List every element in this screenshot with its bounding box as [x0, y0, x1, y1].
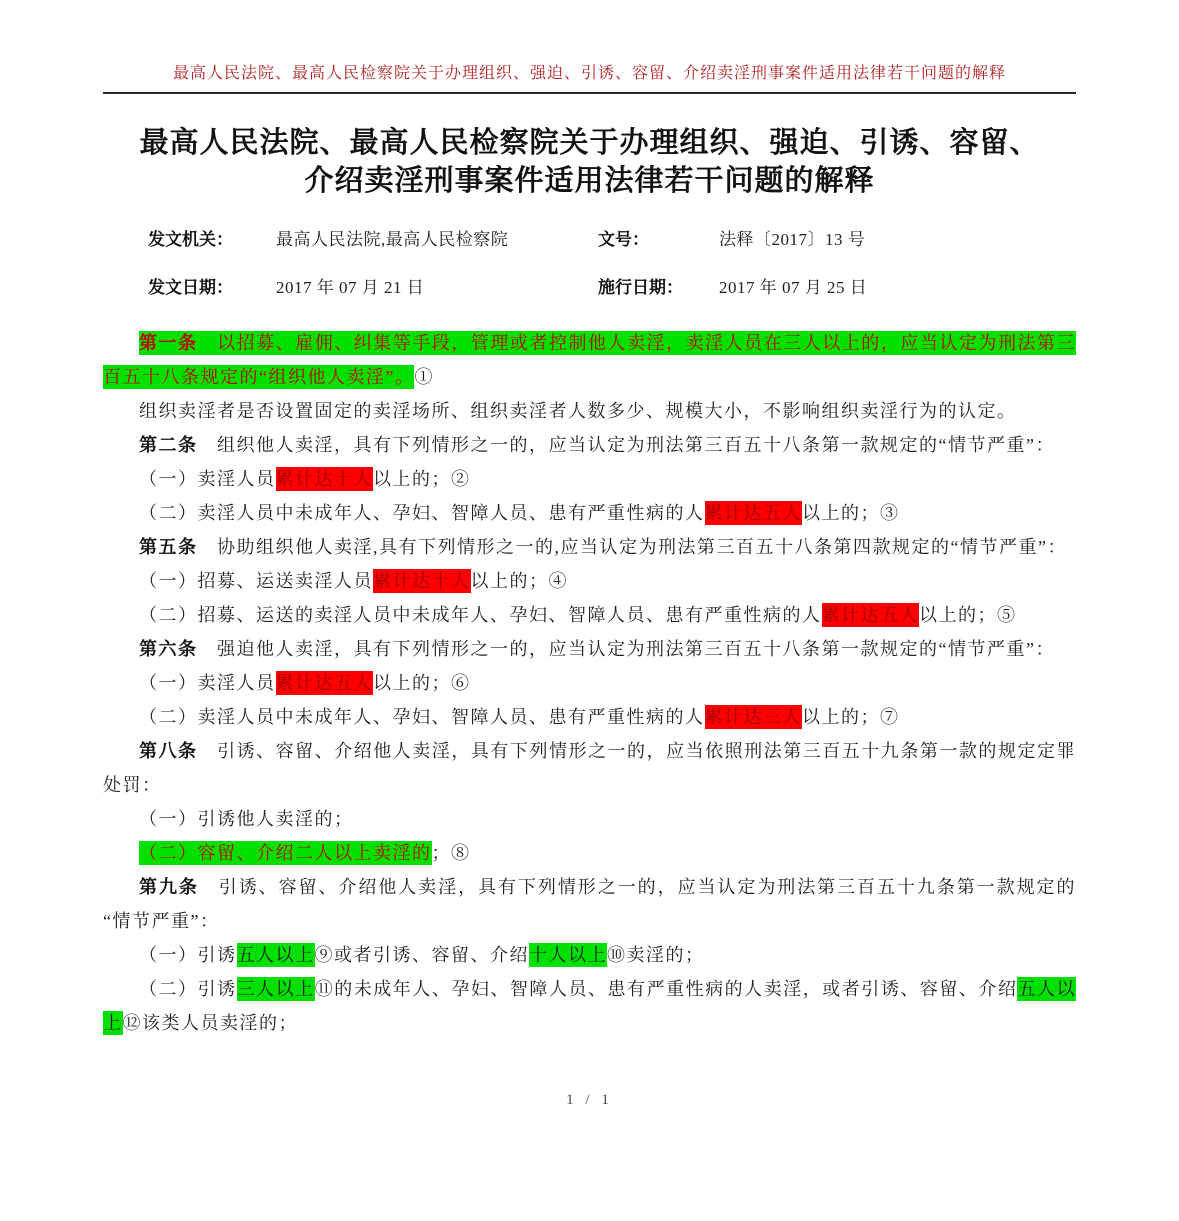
text-run: 以上的；②	[373, 469, 471, 489]
paragraph	[103, 598, 1076, 632]
paragraph	[103, 326, 1076, 394]
page-title	[103, 124, 1076, 200]
text-run: （一）引诱	[139, 945, 237, 965]
article-number: 第九条	[139, 877, 199, 897]
paragraph	[103, 428, 1076, 462]
paragraph	[103, 462, 1076, 496]
doc-number-label: 文号：	[598, 230, 649, 249]
meta-row	[148, 230, 1076, 250]
effective-date-value: 2017 年 07 月 25 日	[719, 278, 868, 297]
text-run: （二）引诱	[139, 979, 237, 999]
text-run: ；⑧	[431, 843, 471, 863]
issue-date-label: 发文日期：	[148, 278, 233, 297]
document-body	[103, 326, 1076, 1040]
text-run: 以上的；③	[802, 503, 900, 523]
text-run: （一）招募、运送卖淫人员	[139, 571, 373, 591]
paragraph	[103, 802, 1076, 836]
text-run: （二）卖淫人员中未成年人、孕妇、智障人员、患有严重性病的人	[139, 503, 705, 523]
paragraph	[103, 836, 1076, 870]
doc-number-value: 法释〔2017〕13 号	[719, 230, 866, 249]
red-highlight: 累计达五人	[821, 605, 919, 625]
paragraph	[103, 938, 1076, 972]
red-highlight: 累计达五人	[275, 673, 373, 693]
running-header: 最高人民法院、最高人民检察院关于办理组织、强迫、引诱、容留、介绍卖淫刑事案件适用法律若干问题的解释	[103, 64, 1076, 94]
paragraph	[103, 394, 1076, 428]
green-highlight: （二）容留、介绍二人以上卖淫的	[139, 843, 432, 863]
paragraph	[103, 496, 1076, 530]
red-highlight: 累计达五人	[704, 503, 802, 523]
red-highlight: 累计达十人	[373, 571, 471, 591]
text-run: 强迫他人卖淫，具有下列情形之一的，应当认定为刑法第三百五十八条第一款规定的“情节严重”：	[197, 639, 1055, 659]
paragraph	[103, 700, 1076, 734]
article-number: 第五条	[139, 537, 198, 557]
paragraph	[103, 666, 1076, 700]
green-highlight: 三人以上	[236, 979, 315, 999]
text-run: 组织他人卖淫，具有下列情形之一的，应当认定为刑法第三百五十八条第一款规定的“情节严重”：	[197, 435, 1055, 455]
meta-cell	[598, 278, 1076, 298]
paragraph	[103, 632, 1076, 666]
green-highlight: 五人以上	[103, 979, 1077, 1033]
text-run: ⑨或者引诱、容留、介绍	[314, 945, 529, 965]
green-highlight: 以招募、雇佣、纠集等手段，管理或者控制他人卖淫，卖淫人员在三人以上的，应当认定为刑法第三百五十八条规定的“组织他人卖淫”。	[103, 333, 1077, 387]
green-highlight: 五人以上	[236, 945, 315, 965]
text-run: 组织卖淫者是否设置固定的卖淫场所、组织卖淫者人数多少、规模大小，不影响组织卖淫行为的认定。	[139, 401, 1017, 421]
document-meta	[103, 230, 1076, 298]
text-run: ①	[414, 367, 434, 387]
text-run: 引诱、容留、介绍他人卖淫，具有下列情形之一的，应当依照刑法第三百五十九条第一款的规定定罪处罚：	[103, 741, 1077, 795]
text-run: ⑩卖淫的；	[607, 945, 705, 965]
paragraph	[103, 870, 1076, 938]
article-number: 第六条	[139, 639, 198, 659]
issuing-authority-label: 发文机关：	[148, 230, 233, 249]
page-title-line1: 最高人民法院、最高人民检察院关于办理组织、强迫、引诱、容留、	[139, 127, 1040, 159]
meta-cell	[598, 230, 1076, 250]
text-run: 以上的；④	[470, 571, 568, 591]
text-run: （一）引诱他人卖淫的；	[139, 809, 354, 829]
text-run: （一）卖淫人员	[139, 673, 276, 693]
text-run: ⑪的未成年人、孕妇、智障人员、患有严重性病的人卖淫，或者引诱、容留、介绍	[314, 979, 1018, 999]
meta-cell	[148, 230, 598, 250]
text-run: 以上的；⑥	[373, 673, 471, 693]
paragraph	[103, 972, 1076, 1040]
article-number: 第二条	[139, 435, 198, 455]
meta-cell	[148, 278, 598, 298]
red-highlight: 累计达三人	[704, 707, 802, 727]
meta-row	[148, 278, 1076, 298]
effective-date-label: 施行日期：	[598, 278, 683, 297]
page-title-line2: 介绍卖淫刑事案件适用法律若干问题的解释	[304, 165, 875, 197]
green-highlight: 第一条	[139, 333, 198, 353]
text-run: 以上的；⑤	[919, 605, 1017, 625]
paragraph	[103, 530, 1076, 564]
red-highlight: 累计达十人	[275, 469, 373, 489]
paragraph	[103, 734, 1076, 802]
text-run: 协助组织他人卖淫,具有下列情形之一的,应当认定为刑法第三百五十八条第四款规定的“情节严重”：	[197, 537, 1067, 557]
text-run: （二）招募、运送的卖淫人员中未成年人、孕妇、智障人员、患有严重性病的人	[139, 605, 822, 625]
text-run: ⑫该类人员卖淫的；	[122, 1013, 298, 1033]
article-number: 第八条	[139, 741, 198, 761]
green-highlight: 十人以上	[529, 945, 607, 965]
issue-date-value: 2017 年 07 月 21 日	[276, 278, 425, 297]
page-number: 1 / 1	[566, 1092, 613, 1108]
text-run: （二）卖淫人员中未成年人、孕妇、智障人员、患有严重性病的人	[139, 707, 705, 727]
text-run: 以上的；⑦	[802, 707, 900, 727]
text-run: 引诱、容留、介绍他人卖淫，具有下列情形之一的，应当认定为刑法第三百五十九条第一款规定的“情节严重”：	[103, 877, 1077, 931]
text-run: （一）卖淫人员	[139, 469, 276, 489]
paragraph	[103, 564, 1076, 598]
issuing-authority-value: 最高人民法院,最高人民检察院	[276, 230, 509, 249]
